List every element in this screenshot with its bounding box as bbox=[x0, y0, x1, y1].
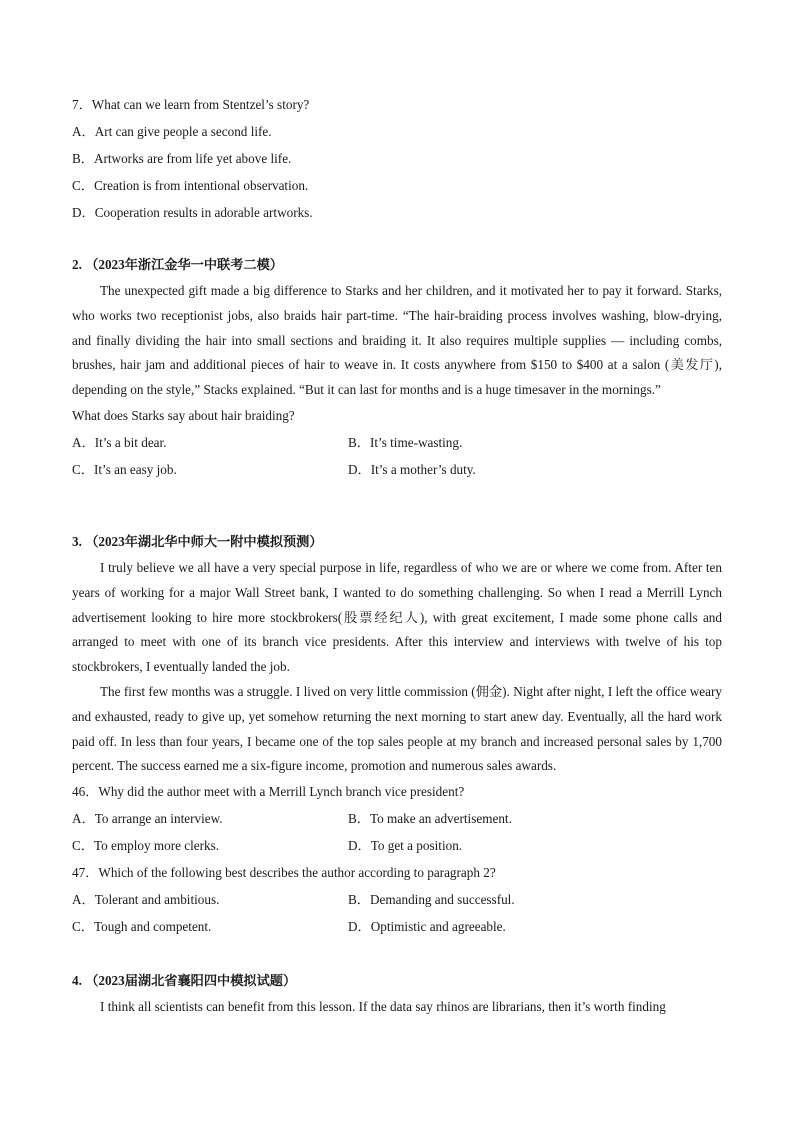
question-47-option-a: A．Tolerant and ambitious. bbox=[72, 892, 220, 908]
question-46-options-row-1 bbox=[72, 805, 722, 832]
section-2-options-row-2 bbox=[72, 456, 722, 483]
section-3-paragraph-1: I truly believe we all have a very special purpose in life, regardless of who we are or where we come from. After ten years of working for a major Wall Street bank, I wanted to do something challenging. So when I read a Merrill Lynch advertisement looking to hire more stockbrokers(股票经纪人), with great excitement, I made some phone calls and arranged to meet with one of its branch vice presidents. After this interview and interviews with twelve of his top stockbrokers, I eventually landed the job. bbox=[72, 560, 722, 675]
section-4-heading: 4. （2023届湖北省襄阳四中模拟试题） bbox=[72, 973, 297, 988]
section-2-option-c: C．It’s an easy job. bbox=[72, 461, 177, 477]
section-2-question: What does Starks say about hair braiding? bbox=[72, 407, 295, 423]
question-47-option-b: B．Demanding and successful. bbox=[348, 892, 515, 908]
question-47-text: 47．Which of the following best describes the author according to paragraph 2? bbox=[72, 865, 496, 881]
question-47-options-row-2 bbox=[72, 913, 722, 940]
question-47-option-c: C．Tough and competent. bbox=[72, 919, 212, 935]
question-7-option-d: D．Cooperation results in adorable artworks. bbox=[72, 205, 313, 220]
question-7-option-c: C．Creation is from intentional observation. bbox=[72, 178, 309, 193]
question-7-block bbox=[72, 91, 722, 226]
section-2-option-a: A．It’s a bit dear. bbox=[72, 434, 167, 450]
question-47-option-d: D．Optimistic and agreeable. bbox=[348, 919, 506, 935]
question-46-option-c: C．To employ more clerks. bbox=[72, 838, 220, 854]
section-2-options-row-1 bbox=[72, 429, 722, 456]
section-3-paragraph-2: The first few months was a struggle. I lived on very little commission (佣金). Night after night, I left the office weary and exhausted, ready to give up, yet somehow returning the next morning to start anew day. Eventually, all the hard work paid off. In less than four years, I became one of the top sales people at my branch and increased personal sales by 1,700 percent. The success earned me a six-figure income, promotion and numerous sales awards. bbox=[72, 683, 722, 774]
question-46-option-b: B．To make an advertisement. bbox=[348, 811, 512, 827]
section-4-block bbox=[72, 968, 722, 1020]
question-46-option-d: D．To get a position. bbox=[348, 838, 463, 854]
section-2-option-d: D．It’s a mother’s duty. bbox=[348, 461, 476, 477]
question-46-text: 46．Why did the author meet with a Merrill Lynch branch vice president? bbox=[72, 784, 465, 800]
question-46-option-a: A．To arrange an interview. bbox=[72, 811, 223, 827]
section-2-option-b: B．It’s time-wasting. bbox=[348, 434, 463, 450]
section-4-paragraph-1: I think all scientists can benefit from this lesson. If the data say rhinos are librarians, then it’s worth finding bbox=[100, 999, 666, 1014]
question-7-option-b: B．Artworks are from life yet above life. bbox=[72, 151, 292, 166]
section-2-block bbox=[72, 252, 722, 483]
section-2-passage: The unexpected gift made a big difference to Starks and her children, and it motivated her to pay it forward. Starks, who works two receptionist jobs, also braids hair part-time. “The hair-braiding process involves washing, blow-drying, and finally dividing the hair into small sections and braiding it. It also requires multiple supplies — including combs, brushes, hair jam and additional pieces of hair to weave in. It costs anywhere from $150 to $400 at a salon (美发厅), depending on the style,” Stacks explained. “But it can last for months and is a huge timesaver in the mornings.” bbox=[72, 283, 722, 398]
question-46-options-row-2 bbox=[72, 832, 722, 859]
question-7-text: 7．What can we learn from Stentzel’s story? bbox=[72, 97, 310, 112]
question-47-options-row-1 bbox=[72, 886, 722, 913]
question-7-option-a: A．Art can give people a second life. bbox=[72, 124, 272, 139]
section-2-heading: 2. （2023年浙江金华一中联考二模） bbox=[72, 257, 283, 272]
section-3-block bbox=[72, 529, 722, 940]
section-3-heading: 3. （2023年湖北华中师大一附中模拟预测） bbox=[72, 534, 323, 549]
